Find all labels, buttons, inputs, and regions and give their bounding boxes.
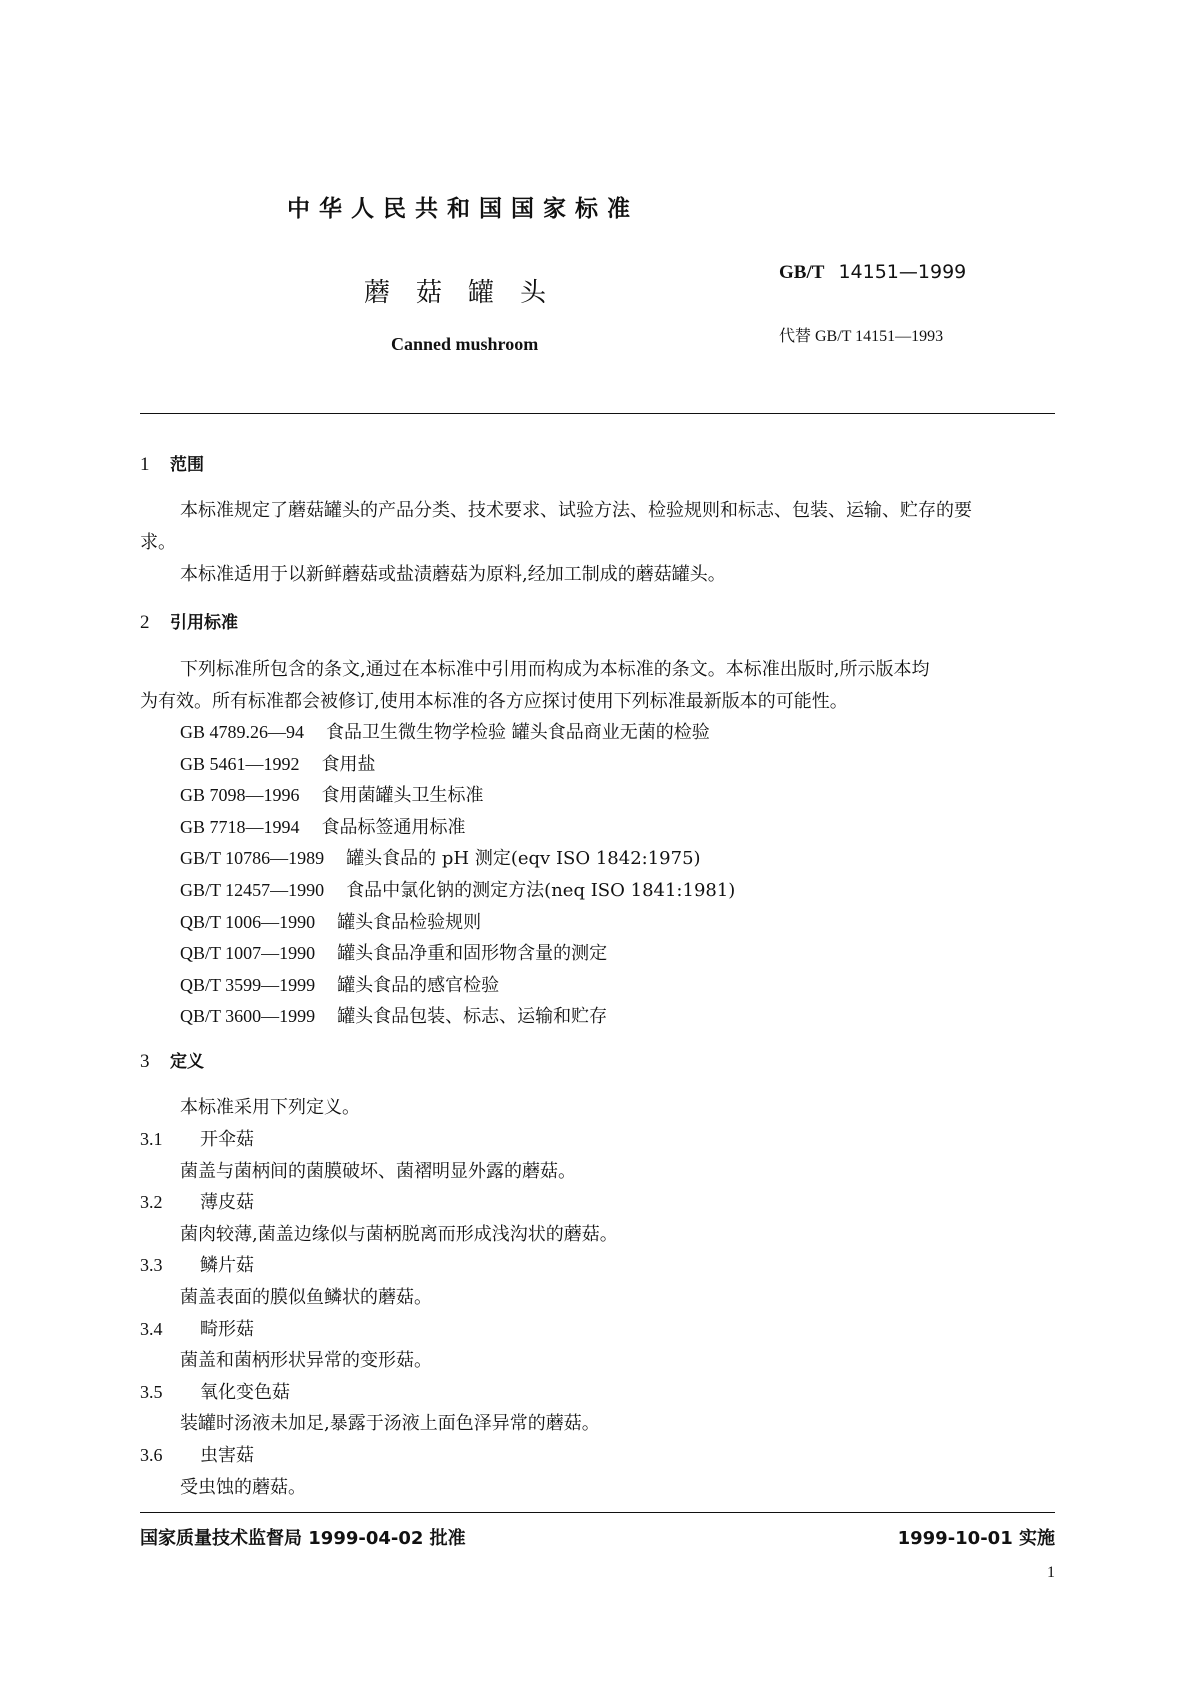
definition-desc: 菌盖表面的膜似鱼鳞状的蘑菇。 [180, 1286, 432, 1308]
replaces-note: 代替 GB/T 14151—1993 [779, 328, 944, 345]
reference-code: QB/T 1006—1990 [180, 911, 316, 932]
reference-code: GB/T 10786—1989 [180, 848, 325, 869]
definition-list [140, 1124, 618, 1503]
section-1-para-1-line-2: 求。 [140, 532, 176, 553]
reference-item [180, 749, 735, 781]
section-2-title: 引用标准 [170, 613, 238, 633]
section-3-intro: 本标准采用下列定义。 [180, 1097, 360, 1118]
reference-item [180, 875, 735, 907]
section-1-number: 1 [140, 454, 150, 475]
section-2-para-line-1: 下列标准所包含的条文,通过在本标准中引用而构成为本标准的条文。本标准出版时,所示版本均 [180, 659, 930, 680]
definition-term-row [140, 1124, 618, 1156]
definition-number: 3.6 [140, 1444, 163, 1465]
reference-title: 罐头食品包装、标志、运输和贮存 [337, 1006, 608, 1028]
reference-item [180, 780, 735, 812]
reference-code: QB/T 3600—1999 [180, 1006, 316, 1027]
reference-code: QB/T 1007—1990 [180, 943, 316, 964]
section-3-title: 定义 [170, 1052, 204, 1072]
definition-term-row [140, 1440, 618, 1472]
reference-title: 罐头食品净重和固形物含量的测定 [337, 943, 608, 965]
definition-desc: 菌盖与菌柄间的菌膜破坏、菌褶明显外露的蘑菇。 [180, 1160, 576, 1182]
definition-number: 3.1 [140, 1129, 163, 1149]
reference-title: 罐头食品的感官检验 [337, 974, 500, 996]
definition-term: 氧化变色菇 [200, 1381, 290, 1403]
national-standard-heading: 中华人民共和国国家标准 [287, 196, 639, 222]
definition-number: 3.5 [140, 1381, 163, 1402]
section-2-heading [140, 608, 238, 634]
footer-divider [140, 1512, 1055, 1513]
definition-term-row [140, 1314, 618, 1346]
section-3-number: 3 [140, 1051, 150, 1072]
section-1-para-1-line-1: 本标准规定了蘑菇罐头的产品分类、技术要求、试验方法、检验规则和标志、包装、运输、贮存的要 [180, 500, 972, 521]
reference-item [180, 812, 735, 844]
reference-title: 食品中氯化钠的测定方法(neq ISO 1841:1981) [346, 879, 736, 901]
definition-term: 鳞片菇 [200, 1255, 254, 1277]
page-number: 1 [1047, 1564, 1055, 1581]
reference-code: GB 7718—1994 [180, 816, 300, 837]
reference-item [180, 717, 735, 749]
reference-list [180, 717, 735, 1033]
reference-item [180, 1001, 735, 1033]
reference-item [180, 938, 735, 970]
reference-title: 食品标签通用标准 [321, 816, 466, 838]
definition-desc: 菌肉较薄,菌盖边缘似与菌柄脱离而形成浅沟状的蘑菇。 [180, 1223, 618, 1245]
definition-term: 开伞菇 [200, 1129, 254, 1150]
reference-title: 罐头食品的 pH 测定(eqv ISO 1842:1975) [346, 848, 701, 870]
definition-number: 3.3 [140, 1255, 163, 1276]
reference-item [180, 970, 735, 1002]
standard-code-prefix: GB/T [779, 262, 825, 283]
reference-title: 罐头食品检验规则 [337, 911, 482, 933]
reference-code: GB 7098—1996 [180, 785, 300, 806]
definition-term: 虫害菇 [200, 1444, 254, 1466]
reference-title: 食品卫生微生物学检验 罐头食品商业无菌的检验 [326, 722, 710, 743]
definition-desc: 菌盖和菌柄形状异常的变形菇。 [180, 1350, 432, 1372]
reference-code: QB/T 3599—1999 [180, 974, 316, 995]
approval-note: 国家质量技术监督局 1999-04-02 批准 [140, 1528, 466, 1549]
section-1-para-2: 本标准适用于以新鲜蘑菇或盐渍蘑菇为原料,经加工制成的蘑菇罐头。 [180, 564, 726, 585]
implementation-date: 1999-10-01 实施 [897, 1528, 1055, 1549]
document-title-en: Canned mushroom [391, 334, 539, 354]
definition-term-row [140, 1250, 618, 1282]
definition-number: 3.2 [140, 1192, 163, 1213]
standard-code [779, 261, 966, 284]
section-3-heading [140, 1047, 204, 1073]
definition-term: 薄皮菇 [200, 1192, 254, 1214]
definition-desc: 装罐时汤液未加足,暴露于汤液上面色泽异常的蘑菇。 [180, 1413, 600, 1435]
reference-code: GB 4789.26—94 [180, 722, 305, 742]
definition-number: 3.4 [140, 1318, 163, 1339]
section-1-title: 范围 [170, 455, 204, 475]
reference-title: 食用菌罐头卫生标准 [321, 785, 484, 807]
reference-item [180, 907, 735, 939]
document-title-cn: 蘑菇罐头 [364, 278, 573, 308]
section-1-heading [140, 450, 204, 476]
reference-title: 食用盐 [321, 753, 376, 775]
reference-code: GB/T 12457—1990 [180, 879, 325, 900]
reference-code: GB 5461—1992 [180, 753, 300, 774]
header-divider [140, 413, 1055, 414]
definition-term: 畸形菇 [200, 1318, 254, 1340]
section-2-number: 2 [140, 612, 150, 633]
definition-term-row [140, 1377, 618, 1409]
definition-term-row [140, 1187, 618, 1219]
section-2-para-line-2: 为有效。所有标准都会被修订,使用本标准的各方应探讨使用下列标准最新版本的可能性。 [140, 691, 848, 712]
definition-desc: 受虫蚀的蘑菇。 [180, 1476, 306, 1498]
reference-item [180, 843, 735, 875]
standard-code-number: 14151—1999 [838, 261, 967, 283]
